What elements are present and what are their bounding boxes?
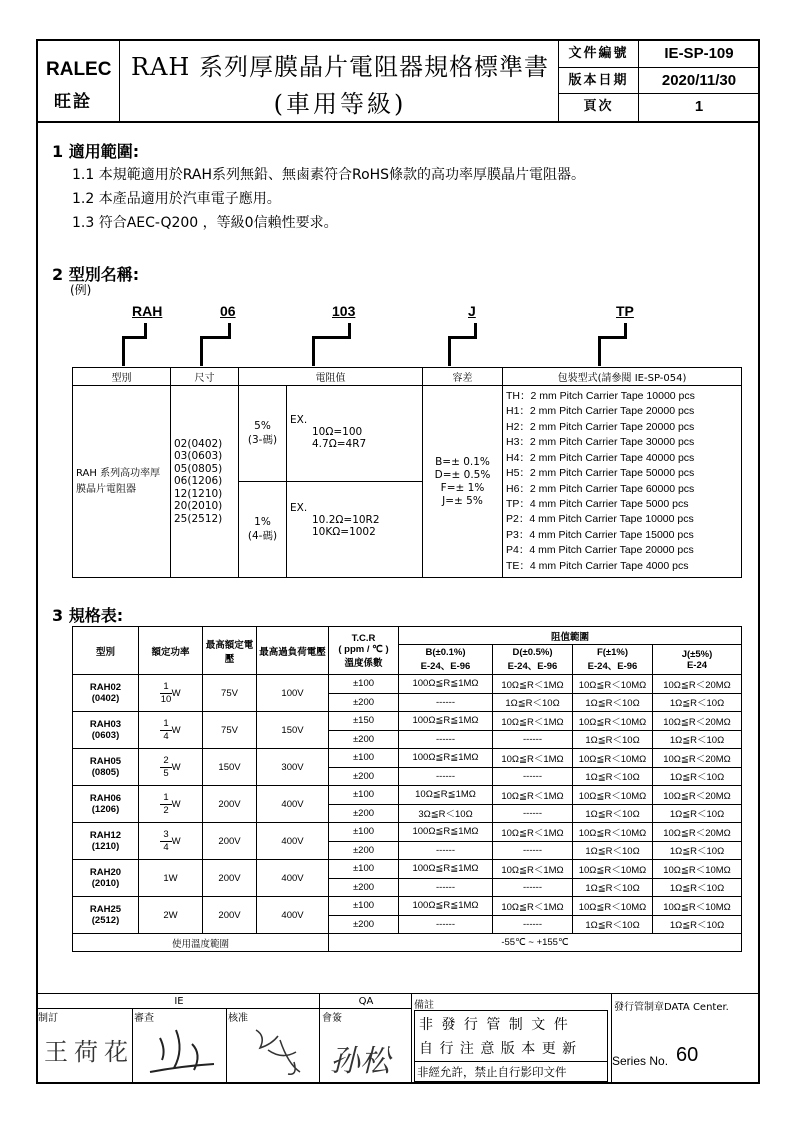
overload-voltage-cell: 400V — [257, 860, 329, 897]
bracket — [122, 336, 146, 366]
range-cell: 100Ω≦R≦1MΩ — [399, 749, 493, 768]
power-fraction — [160, 792, 171, 817]
range-col-grade: D(±0.5%) — [512, 647, 553, 658]
range-cell: 10Ω≦R＜20MΩ — [653, 712, 742, 731]
title-line2: (車用等級) — [273, 90, 407, 118]
range-cell: ------ — [493, 915, 573, 934]
range-cell: 10Ω≦R＜1MΩ — [493, 712, 573, 731]
overload-voltage-cell: 100V — [257, 675, 329, 712]
divider — [226, 1008, 227, 1083]
meta-value: IE-SP-109 — [664, 45, 734, 62]
th-power: 額定功率 — [139, 627, 203, 675]
model-name: RAH12 — [89, 830, 122, 841]
meta-key: 文件編號 — [559, 41, 639, 67]
code-package: TP — [616, 303, 634, 319]
package-item: H3：2 mm Pitch Carrier Tape 30000 pcs — [506, 436, 695, 449]
tcr-label: T.C.R — [351, 632, 376, 644]
power-numerator: 3 — [160, 829, 171, 842]
package-item: P4：4 mm Pitch Carrier Tape 20000 pcs — [506, 544, 694, 557]
range-cell: 10Ω≦R＜20MΩ — [653, 823, 742, 842]
tolerance-item: B=± 0.1% — [435, 455, 490, 468]
th-type: 型別 — [73, 368, 171, 386]
meta-value: 2020/11/30 — [661, 71, 737, 89]
stamp-line2: 自 行 注 意 版 本 更 新 — [419, 1041, 578, 1057]
power-cell — [139, 860, 203, 897]
size-item: 06(1206) — [174, 475, 223, 488]
table-row — [73, 860, 742, 879]
range-cell: 10Ω≦R≦1MΩ — [399, 786, 493, 805]
range-cell: 100Ω≦R≦1MΩ — [399, 675, 493, 694]
bracket-line — [144, 323, 147, 339]
size-item: 02(0402) — [174, 437, 223, 450]
meta-row — [559, 41, 759, 68]
power-denominator: 4 — [163, 841, 169, 853]
sec1-item: 1.2 本產品適用於汽車電子應用。 — [72, 191, 281, 207]
range-cell: 10Ω≦R＜1MΩ — [493, 786, 573, 805]
sec2-title: 2 型別名稱: — [52, 265, 140, 284]
range-cell: 10Ω≦R＜20MΩ — [653, 749, 742, 768]
range-cell: 1Ω≦R＜10Ω — [573, 730, 653, 749]
footer-qa — [320, 994, 412, 1083]
size-list — [171, 386, 239, 578]
range-cell: 10Ω≦R＜1MΩ — [493, 897, 573, 916]
range-cell: 1Ω≦R＜10Ω — [573, 878, 653, 897]
tcr-cell: ±200 — [329, 841, 399, 860]
tolerance-item: D=± 0.5% — [434, 468, 491, 481]
range-cell: ------ — [399, 841, 493, 860]
max-voltage-cell: 75V — [203, 675, 257, 712]
range-cell: 1Ω≦R＜10Ω — [573, 841, 653, 860]
overload-voltage-cell: 400V — [257, 897, 329, 934]
model-name: RAH03 — [89, 719, 122, 730]
max-voltage-cell: 150V — [203, 749, 257, 786]
bracket — [312, 336, 350, 366]
brand-en: RALEC — [46, 59, 112, 80]
tcr-cell: ±200 — [329, 693, 399, 712]
range-cell: 10Ω≦R＜1MΩ — [493, 823, 573, 842]
series-label: Series No. — [612, 1054, 669, 1068]
power-denominator: 2 — [163, 804, 169, 816]
footer-remark — [412, 994, 612, 1083]
range-cell: 3Ω≦R＜10Ω — [399, 804, 493, 823]
range-cell: 10Ω≦R＜10MΩ — [653, 860, 742, 879]
range-cell: 100Ω≦R≦1MΩ — [399, 712, 493, 731]
th-size: 尺寸 — [171, 368, 239, 386]
pct-label: 1% — [254, 516, 271, 528]
range-cell: 10Ω≦R＜10MΩ — [573, 786, 653, 805]
ex-line: 10.2Ω=10R2 — [312, 514, 380, 526]
range-cell: 10Ω≦R＜10MΩ — [573, 823, 653, 842]
range-cell: 10Ω≦R＜20MΩ — [653, 786, 742, 805]
footer — [38, 993, 758, 1084]
bracket — [598, 336, 626, 366]
model-name: RAH02 — [89, 682, 122, 693]
package-item: H2：2 mm Pitch Carrier Tape 20000 pcs — [506, 420, 695, 433]
tcr-cell: ±200 — [329, 804, 399, 823]
max-voltage-cell: 200V — [203, 823, 257, 860]
tolerance-list — [423, 386, 503, 578]
doc-header — [38, 41, 758, 123]
model-size: (2010) — [91, 878, 120, 889]
title-line1: RAH 系列厚膜晶片電阻器規格標準書 — [131, 53, 549, 81]
stamp-line1: 非 發 行 管 制 文 件 — [419, 1017, 570, 1033]
package-item: TE：4 mm Pitch Carrier Tape 4000 pcs — [506, 559, 689, 572]
model-size: (0402) — [91, 693, 120, 704]
tolerance-item: F=± 1% — [440, 481, 485, 494]
res-1pct-example — [287, 482, 423, 578]
series-number: 60 — [676, 1044, 699, 1066]
range-cell: 10Ω≦R＜10MΩ — [573, 897, 653, 916]
remark-label: 備註 — [414, 1000, 434, 1011]
sec1-item: 1.3 符合AEC-Q200 ，等級0信賴性要求。 — [72, 215, 338, 231]
draft-signature: 王荷花 — [44, 1038, 134, 1066]
tcr-unit: ( ppm / ℃ ) — [338, 643, 389, 655]
example-label: (例) — [70, 283, 92, 297]
range-cell: 10Ω≦R＜10MΩ — [653, 897, 742, 916]
th-tcr — [329, 627, 399, 675]
power-unit: W — [171, 761, 181, 773]
table-row — [73, 823, 742, 842]
power-unit: W — [171, 687, 181, 699]
tcr-cell: ±200 — [329, 730, 399, 749]
package-item: P3：4 mm Pitch Carrier Tape 15000 pcs — [506, 528, 694, 541]
bracket-line — [348, 323, 351, 339]
range-cell: ------ — [493, 804, 573, 823]
tcr-cell: ±100 — [329, 860, 399, 879]
tcr-cell: ±100 — [329, 823, 399, 842]
res-5pct-example — [287, 386, 423, 482]
package-item: TH：2 mm Pitch Carrier Tape 10000 pcs — [506, 390, 695, 403]
range-cell: ------ — [399, 767, 493, 786]
footer-ie-label: IE — [174, 996, 184, 1007]
model-size: (2512) — [91, 915, 120, 926]
th-range-col — [573, 645, 653, 675]
table-row — [73, 749, 742, 768]
model-size: (1206) — [91, 804, 120, 815]
stamp-line3: 非經允許，禁止自行影印文件 — [415, 1061, 607, 1080]
power-value: 1W — [163, 872, 178, 884]
range-cell: ------ — [493, 730, 573, 749]
tcr-cell: ±200 — [329, 767, 399, 786]
range-cell: 1Ω≦R＜10Ω — [573, 915, 653, 934]
package-item: H1：2 mm Pitch Carrier Tape 20000 pcs — [506, 405, 695, 418]
pct-label: 5% — [254, 420, 271, 432]
max-voltage-cell: 200V — [203, 860, 257, 897]
model-cell — [73, 749, 139, 786]
range-cell: 100Ω≦R≦1MΩ — [399, 823, 493, 842]
power-denominator: 5 — [163, 767, 169, 779]
model-name: RAH20 — [89, 867, 122, 878]
tolerance-item: J=± 5% — [442, 494, 483, 507]
tcr-cell: ±100 — [329, 786, 399, 805]
temp-label: 使用溫度範圍 — [73, 934, 329, 952]
review-label: 審查 — [134, 1013, 154, 1024]
power-cell — [139, 786, 203, 823]
max-voltage-cell: 200V — [203, 897, 257, 934]
divider — [38, 1008, 320, 1009]
range-cell: 10Ω≦R＜10MΩ — [573, 749, 653, 768]
power-numerator: 1 — [160, 681, 171, 694]
table-row — [73, 675, 742, 694]
meta-row — [559, 94, 759, 121]
range-cell: ------ — [399, 878, 493, 897]
tcr-zh: 溫度係數 — [344, 657, 383, 669]
th-package: 包裝型式(請參閱 IE-SP-054) — [503, 368, 742, 386]
th-overload-voltage: 最高過負荷電壓 — [257, 627, 329, 675]
range-cell: ------ — [399, 693, 493, 712]
res-1pct — [239, 482, 287, 578]
bracket — [448, 336, 476, 366]
ex-line: 10KΩ=1002 — [312, 526, 376, 538]
spec-table — [72, 626, 742, 952]
approve-signature — [238, 1016, 314, 1080]
th-tolerance: 容差 — [423, 368, 503, 386]
power-fraction — [160, 829, 171, 854]
th-range-col — [493, 645, 573, 675]
model-name: RAH25 — [89, 904, 122, 915]
digits-label: (4-碼) — [247, 530, 278, 542]
tcr-cell: ±100 — [329, 675, 399, 694]
overload-voltage-cell: 300V — [257, 749, 329, 786]
bracket-line — [474, 323, 477, 339]
type-desc: RAH 系列高功率厚膜晶片電阻器 — [73, 386, 171, 578]
doc-title — [122, 41, 558, 121]
model-size: (0603) — [91, 730, 120, 741]
model-cell — [73, 897, 139, 934]
sign-label: 會簽 — [322, 1013, 342, 1024]
power-cell — [139, 712, 203, 749]
power-unit: W — [171, 724, 181, 736]
control-stamp — [414, 1010, 608, 1082]
model-size: (1210) — [91, 841, 120, 852]
tcr-cell: ±200 — [329, 878, 399, 897]
model-size: (0805) — [91, 767, 120, 778]
range-cell: 10Ω≦R＜10MΩ — [573, 712, 653, 731]
tcr-cell: ±100 — [329, 897, 399, 916]
range-col-series: E-24、E-96 — [587, 661, 638, 672]
data-center: 發行管制章DATA Center. — [614, 1002, 729, 1013]
max-voltage-cell: 200V — [203, 786, 257, 823]
range-cell: 1Ω≦R＜10Ω — [573, 804, 653, 823]
power-numerator: 1 — [160, 792, 171, 805]
power-value: 2W — [163, 909, 178, 921]
power-fraction — [160, 718, 171, 743]
range-cell: ------ — [399, 915, 493, 934]
ex-line: 4.7Ω=4R7 — [312, 438, 367, 450]
sec1-item: 1.1 本規範適用於RAH系列無鉛、無鹵素符合RoHS條款的高功率厚膜晶片電阻器。 — [72, 167, 586, 183]
power-cell — [139, 749, 203, 786]
power-cell — [139, 675, 203, 712]
table-row — [73, 712, 742, 731]
model-cell — [73, 786, 139, 823]
range-cell: 100Ω≦R≦1MΩ — [399, 860, 493, 879]
model-cell — [73, 823, 139, 860]
overload-voltage-cell: 150V — [257, 712, 329, 749]
type-code-table — [72, 367, 742, 578]
review-signature — [142, 1020, 222, 1080]
range-cell: ------ — [493, 841, 573, 860]
model-name: RAH05 — [89, 756, 122, 767]
range-cell: 1Ω≦R＜10Ω — [653, 804, 742, 823]
footer-qa-label: QA — [358, 996, 374, 1007]
power-cell — [139, 897, 203, 934]
ex-line: 10Ω=100 — [312, 426, 363, 438]
range-cell: 10Ω≦R＜1MΩ — [493, 749, 573, 768]
temp-value: -55℃ ~ +155℃ — [329, 934, 742, 952]
power-denominator: 10 — [160, 693, 172, 705]
th-range-col — [399, 645, 493, 675]
range-cell: ------ — [493, 878, 573, 897]
range-cell: 1Ω≦R＜10Ω — [653, 915, 742, 934]
range-col-series: E-24、E-96 — [420, 661, 471, 672]
range-col-series: E-24、E-96 — [507, 661, 558, 672]
package-list — [503, 386, 742, 578]
table-row — [73, 897, 742, 916]
bracket-line — [624, 323, 627, 339]
code-size: 06 — [220, 303, 236, 319]
th-range: 阻值範圍 — [399, 627, 742, 645]
sec1-title: 1 適用範圍: — [52, 142, 140, 161]
power-cell — [139, 823, 203, 860]
approve-label: 核准 — [228, 1013, 248, 1024]
meta-key: 頁次 — [559, 94, 639, 121]
overload-voltage-cell: 400V — [257, 786, 329, 823]
model-cell — [73, 675, 139, 712]
max-voltage-cell: 75V — [203, 712, 257, 749]
package-item: H4：2 mm Pitch Carrier Tape 40000 pcs — [506, 451, 695, 464]
range-cell: 1Ω≦R＜10Ω — [653, 767, 742, 786]
bracket-line — [228, 323, 231, 339]
qa-signature: 孙松 — [330, 1044, 390, 1079]
range-cell: 10Ω≦R＜10MΩ — [573, 675, 653, 694]
range-col-series: E-24 — [686, 659, 708, 671]
range-col-grade: J(±5%) — [681, 648, 713, 660]
size-item: 03(0603) — [174, 450, 223, 463]
digits-label: (3-碼) — [247, 434, 278, 446]
model-cell — [73, 860, 139, 897]
brand-block — [38, 41, 120, 121]
range-cell: 10Ω≦R＜10MΩ — [573, 860, 653, 879]
size-item: 05(0805) — [174, 462, 223, 475]
range-cell: 1Ω≦R＜10Ω — [653, 878, 742, 897]
th-model: 型別 — [73, 627, 139, 675]
footer-ie — [38, 994, 320, 1083]
power-unit: W — [171, 835, 181, 847]
range-cell: 100Ω≦R≦1MΩ — [399, 897, 493, 916]
meta-table — [558, 41, 758, 121]
meta-key: 版本日期 — [559, 68, 639, 94]
th-range-col — [653, 645, 742, 675]
range-cell: 1Ω≦R＜10Ω — [573, 767, 653, 786]
document-frame — [36, 39, 760, 1084]
range-cell: 1Ω≦R＜10Ω — [573, 693, 653, 712]
range-cell: ------ — [399, 730, 493, 749]
bracket — [200, 336, 230, 366]
code-tolerance: J — [468, 303, 476, 319]
range-col-grade: F(±1%) — [596, 647, 629, 658]
th-resistance: 電阻值 — [239, 368, 423, 386]
range-cell: 1Ω≦R＜10Ω — [653, 841, 742, 860]
meta-row — [559, 68, 759, 95]
footer-center — [612, 994, 758, 1083]
temp-row — [73, 934, 742, 952]
ex-label: EX. — [290, 414, 308, 426]
sec3-title: 3 規格表: — [52, 606, 124, 625]
range-cell: 10Ω≦R＜1MΩ — [493, 675, 573, 694]
range-cell: ------ — [493, 767, 573, 786]
package-item: P2：4 mm Pitch Carrier Tape 10000 pcs — [506, 513, 694, 526]
table-row — [73, 786, 742, 805]
code-type: RAH — [132, 303, 163, 319]
range-cell: 10Ω≦R＜1MΩ — [493, 860, 573, 879]
power-fraction — [160, 755, 171, 780]
power-denominator: 4 — [163, 730, 169, 742]
res-5pct — [239, 386, 287, 482]
range-cell: 10Ω≦R＜20MΩ — [653, 675, 742, 694]
power-numerator: 2 — [160, 755, 171, 768]
package-item: TP：4 mm Pitch Carrier Tape 5000 pcs — [506, 497, 689, 510]
draft-label: 制訂 — [38, 1013, 58, 1024]
meta-value: 1 — [694, 98, 704, 116]
ex-label: EX. — [290, 502, 308, 514]
range-cell: 1Ω≦R＜10Ω — [653, 693, 742, 712]
model-name: RAH06 — [89, 793, 122, 804]
power-fraction — [160, 681, 171, 706]
power-numerator: 1 — [160, 718, 171, 731]
package-item: H5：2 mm Pitch Carrier Tape 50000 pcs — [506, 467, 695, 480]
size-item: 25(2512) — [174, 512, 223, 525]
overload-voltage-cell: 400V — [257, 823, 329, 860]
tcr-cell: ±150 — [329, 712, 399, 731]
th-max-voltage: 最高額定電壓 — [203, 627, 257, 675]
code-resistance: 103 — [332, 303, 356, 319]
power-unit: W — [171, 798, 181, 810]
tcr-cell: ±100 — [329, 749, 399, 768]
tcr-cell: ±200 — [329, 915, 399, 934]
range-cell: 1Ω≦R＜10Ω — [653, 730, 742, 749]
size-item: 20(2010) — [174, 500, 223, 513]
range-col-grade: B(±0.1%) — [425, 647, 466, 658]
range-cell: 1Ω≦R＜10Ω — [493, 693, 573, 712]
size-item: 12(1210) — [174, 487, 223, 500]
brand-zh: 旺詮 — [54, 92, 92, 112]
model-cell — [73, 712, 139, 749]
package-item: H6：2 mm Pitch Carrier Tape 60000 pcs — [506, 482, 695, 495]
